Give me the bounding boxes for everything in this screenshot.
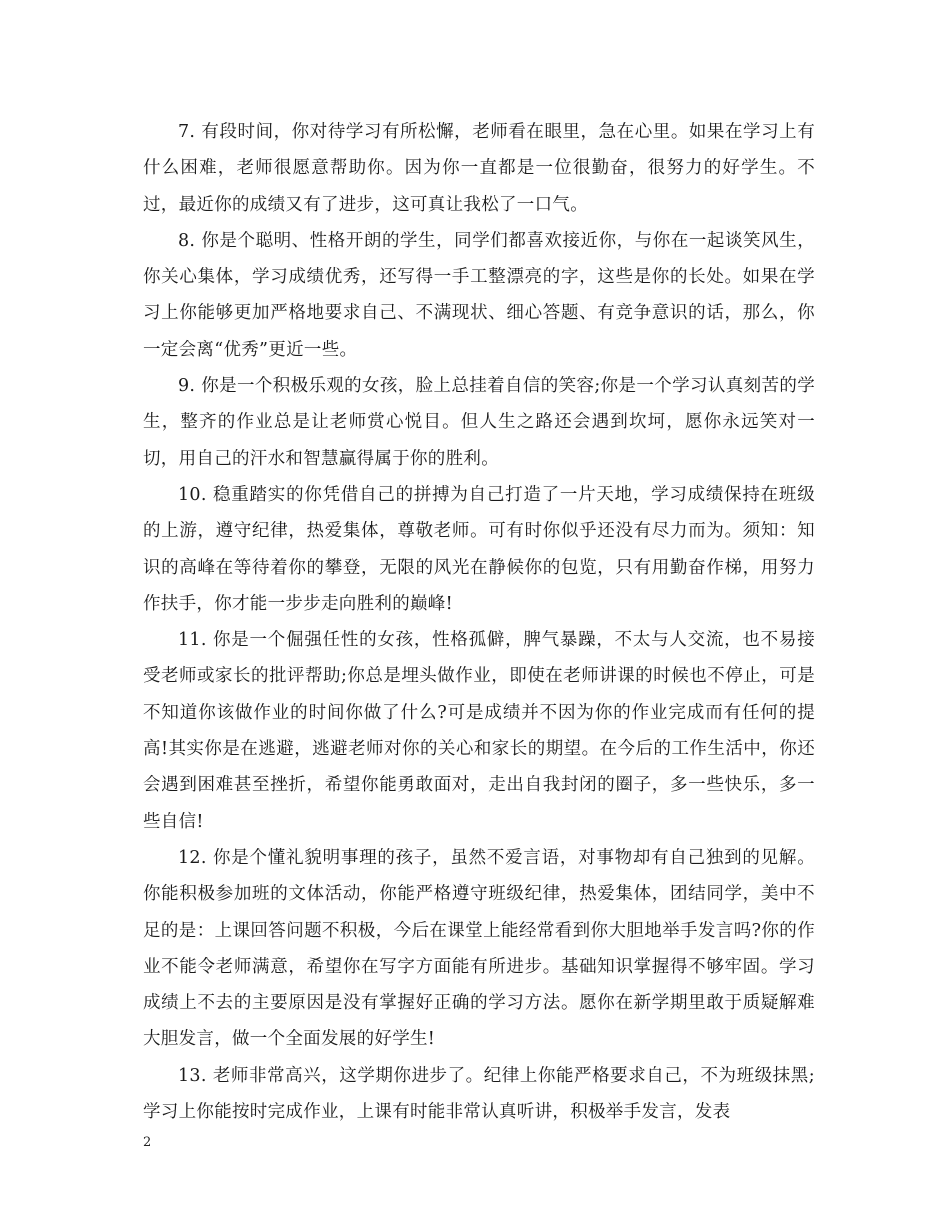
paragraph-7: 7. 有段时间，你对待学习有所松懈，老师看在眼里，急在心里。如果在学习上有什么困难，老师很愿意帮助你。因为你一直都是一位很勤奋，很努力的好学生。不过，最近你的成绩又有了进步，这可真让我松了一口气。 <box>143 122 815 215</box>
paragraph-11: 11. 你是一个倔强任性的女孩，性格孤僻，脾气暴躁，不太与人交流，也不易接受老师或家长的批评帮助;你总是埋头做作业，即使在老师讲课的时候也不停止，可是不知道你该做作业的时间你做了什么?可是成绩并不因为你的作业完成而有任何的提高!其实你是在逃避，逃避老师对你的关心和家长的期望。在今后的工作生活中，你还会遇到困难甚至挫折，希望你能勇敢面对，走出自我封闭的圈子，多一些快乐，多一些自信! <box>143 630 815 832</box>
paragraph-8: 8. 你是个聪明、性格开朗的学生，同学们都喜欢接近你，与你在一起谈笑风生，你关心集体，学习成绩优秀，还写得一手工整漂亮的字，这些是你的长处。如果在学习上你能够更加严格地要求自己、不满现状、细心答题、有竞争意识的话，那么，你一定会离“优秀”更近一些。 <box>143 230 815 360</box>
paragraph-9: 9. 你是一个积极乐观的女孩，脸上总挂着自信的笑容;你是一个学习认真刻苦的学生，整齐的作业总是让老师赏心悦目。但人生之路还会遇到坎坷，愿你永远笑对一切，用自己的汗水和智慧赢得属于你的胜利。 <box>143 376 815 469</box>
paragraph-13: 13. 老师非常高兴，这学期你进步了。纪律上你能严格要求自己，不为班级抹黑;学习上你能按时完成作业，上课有时能非常认真听讲，积极举手发言，发表 <box>143 1065 815 1123</box>
page-number: 2 <box>143 1135 152 1150</box>
document-body <box>143 114 815 1130</box>
paragraph-12: 12. 你是个懂礼貌明事理的孩子，虽然不爱言语，对事物却有自己独到的见解。你能积极参加班的文体活动，你能严格遵守班级纪律，热爱集体，团结同学，美中不足的是：上课回答问题不积极，今后在课堂上能经常看到你大胆地举手发言吗?你的作业不能令老师满意，希望你在写字方面能有所进步。基础知识掌握得不够牢固。学习成绩上不去的主要原因是没有掌握好正确的学习方法。愿你在新学期里敢于质疑解难大胆发言，做一个全面发展的好学生! <box>143 847 815 1050</box>
paragraph-10: 10. 稳重踏实的你凭借自己的拼搏为自己打造了一片天地，学习成绩保持在班级的上游，遵守纪律，热爱集体，尊敬老师。可有时你似乎还没有尽力而为。须知：知识的高峰在等待着你的攀登，无限的风光在静候你的包览，只有用勤奋作梯，用努力作扶手，你才能一步步走向胜利的巅峰! <box>143 484 815 614</box>
